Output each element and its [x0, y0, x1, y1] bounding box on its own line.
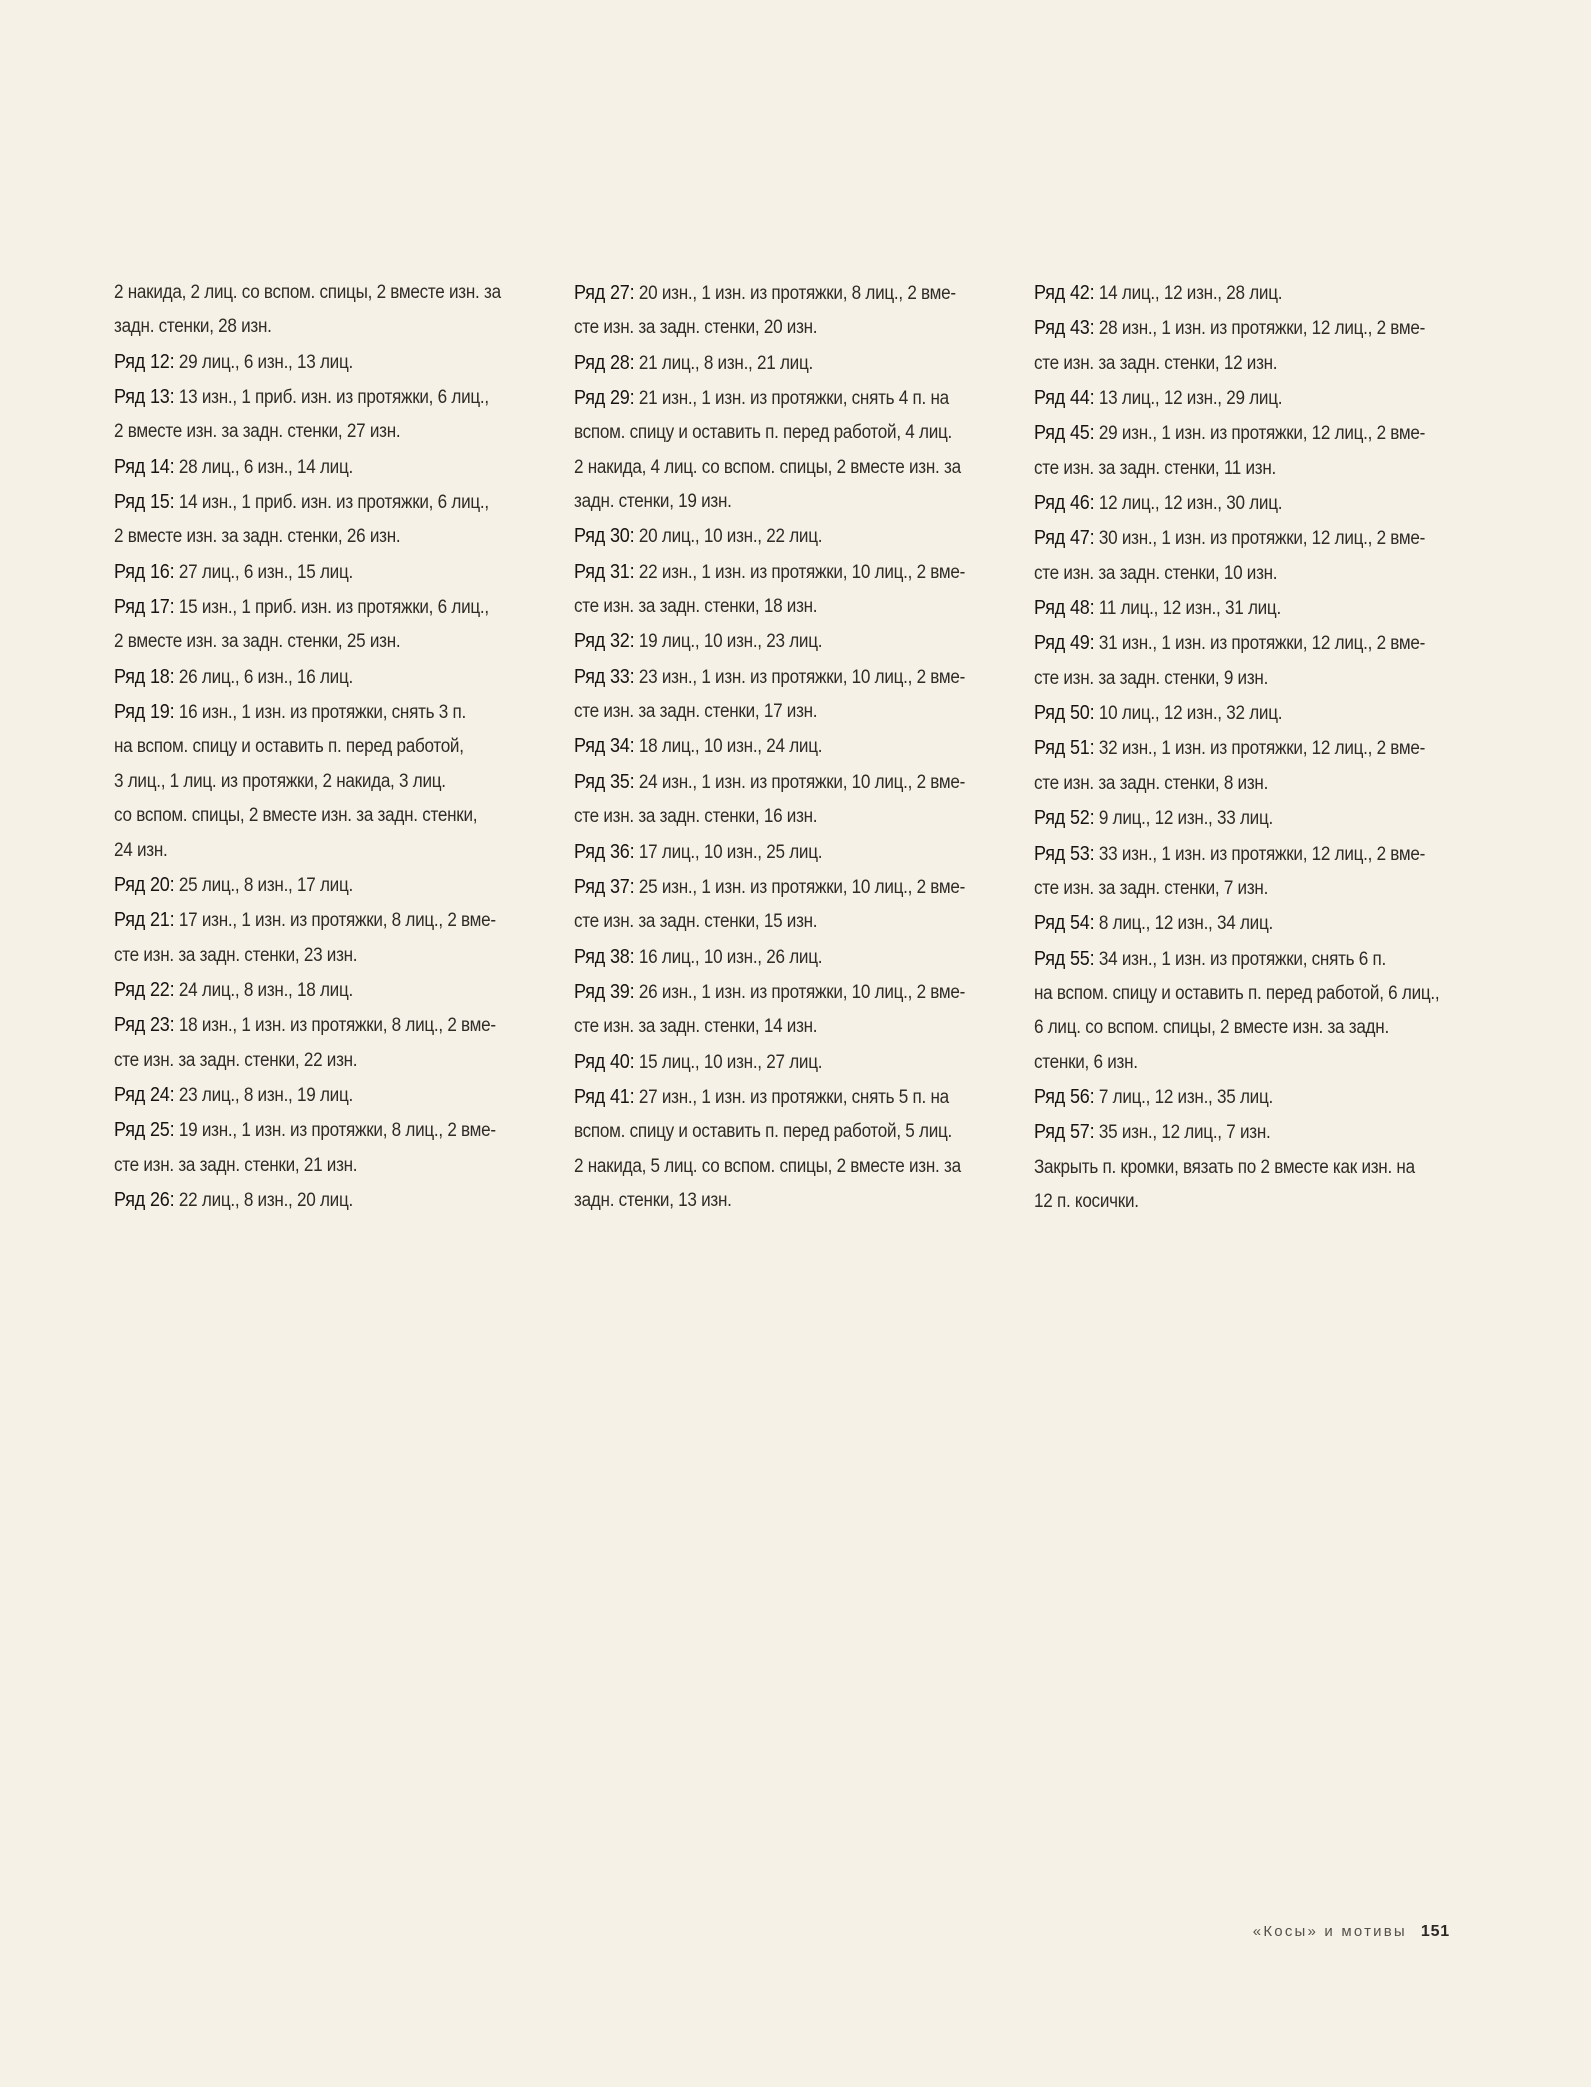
instruction-line	[114, 939, 501, 973]
instruction-line	[1034, 521, 1426, 556]
instruction-line	[1034, 837, 1426, 872]
instruction-line	[574, 940, 961, 975]
instruction-line	[114, 799, 501, 833]
instruction-line	[1034, 731, 1426, 766]
row-text: 27 лиц., 6 изн., 15 лиц.	[174, 561, 353, 583]
instruction-line	[574, 485, 961, 519]
row-text: 2 накида, 4 лиц. со вспом. спицы, 2 вместе изн. за	[574, 456, 961, 478]
instruction-line	[114, 1113, 501, 1148]
row-text: 13 лиц., 12 изн., 29 лиц.	[1094, 388, 1283, 410]
text-column-2	[574, 276, 966, 1218]
instruction-line	[574, 555, 966, 590]
row-label: Ряд 37:	[574, 875, 635, 898]
instruction-line	[1034, 942, 1421, 977]
row-text: 15 изн., 1 приб. изн. из протяжки, 6 лиц.,	[174, 597, 489, 619]
instruction-line	[574, 729, 961, 764]
row-text: сте изн. за задн. стенки, 8 изн.	[1034, 772, 1269, 794]
instruction-line	[574, 870, 966, 905]
row-label: Ряд 17:	[114, 596, 175, 619]
row-text: сте изн. за задн. стенки, 14 изн.	[574, 1016, 818, 1038]
row-text: 2 накида, 5 лиц. со вспом. спицы, 2 вместе изн. за	[574, 1155, 961, 1177]
row-label: Ряд 39:	[574, 980, 635, 1003]
row-label: Ряд 45:	[1034, 422, 1095, 445]
instruction-line	[1034, 1151, 1421, 1185]
row-text: 11 лиц., 12 изн., 31 лиц.	[1094, 598, 1281, 620]
instruction-line	[574, 1045, 961, 1080]
instruction-line	[114, 1149, 501, 1183]
row-text: на вспом. спицу и оставить п. перед работой,	[114, 736, 464, 758]
instruction-line	[1034, 767, 1421, 801]
row-text: 35 изн., 12 лиц., 7 изн.	[1094, 1122, 1271, 1144]
row-text: 29 лиц., 6 изн., 13 лиц.	[174, 351, 353, 373]
instruction-line	[1034, 872, 1421, 906]
row-text: 12 п. косички.	[1034, 1190, 1139, 1212]
instruction-line	[1034, 1080, 1421, 1115]
instruction-line	[574, 1010, 961, 1044]
instruction-line	[574, 381, 961, 416]
row-text: 32 изн., 1 изн. из протяжки, 12 лиц., 2 вме-	[1094, 738, 1426, 760]
row-text: 29 изн., 1 изн. из протяжки, 12 лиц., 2 вме-	[1094, 423, 1426, 445]
row-text: сте изн. за задн. стенки, 17 изн.	[574, 701, 818, 723]
row-label: Ряд 12:	[114, 350, 175, 373]
row-label: Ряд 30:	[574, 525, 635, 548]
instruction-line	[1034, 1115, 1421, 1150]
row-text: 23 изн., 1 изн. из протяжки, 10 лиц., 2 вме-	[634, 666, 966, 688]
row-text: 13 изн., 1 приб. изн. из протяжки, 6 лиц.,	[174, 387, 489, 409]
instruction-line	[114, 520, 501, 554]
instruction-line	[114, 660, 501, 695]
instruction-line	[574, 1184, 961, 1218]
instruction-line	[114, 345, 501, 380]
row-text: 22 лиц., 8 изн., 20 лиц.	[174, 1189, 353, 1211]
row-text: 30 изн., 1 изн. из протяжки, 12 лиц., 2 вме-	[1094, 528, 1426, 550]
row-text: 24 изн.	[114, 839, 168, 861]
row-label: Ряд 55:	[1034, 947, 1095, 970]
instruction-line	[1034, 276, 1421, 311]
row-label: Ряд 52:	[1034, 807, 1095, 830]
instruction-line	[1034, 696, 1421, 731]
instruction-line	[114, 868, 501, 903]
row-label: Ряд 14:	[114, 455, 175, 478]
row-label: Ряд 47:	[1034, 527, 1095, 550]
row-text: 9 лиц., 12 изн., 33 лиц.	[1094, 808, 1273, 830]
instruction-line	[114, 555, 501, 590]
row-label: Ряд 20:	[114, 873, 175, 896]
row-text: сте изн. за задн. стенки, 20 изн.	[574, 317, 818, 339]
row-text: сте изн. за задн. стенки, 9 изн.	[1034, 667, 1269, 689]
row-text: 31 изн., 1 изн. из протяжки, 12 лиц., 2 вме-	[1094, 633, 1426, 655]
row-label: Ряд 34:	[574, 735, 635, 758]
instruction-line	[114, 903, 501, 938]
instruction-line	[114, 590, 501, 625]
row-text: 33 изн., 1 изн. из протяжки, 12 лиц., 2 вме-	[1094, 843, 1426, 865]
instruction-line	[1034, 626, 1426, 661]
instruction-line	[114, 1183, 501, 1218]
row-label: Ряд 44:	[1034, 387, 1095, 410]
row-label: Ряд 21:	[114, 909, 175, 932]
row-label: Ряд 24:	[114, 1083, 175, 1106]
instruction-line	[1034, 1185, 1421, 1219]
row-text: 14 лиц., 12 изн., 28 лиц.	[1094, 283, 1283, 304]
row-text: сте изн. за задн. стенки, 16 изн.	[574, 806, 818, 828]
row-text: сте изн. за задн. стенки, 23 изн.	[114, 944, 358, 966]
row-text: 28 лиц., 6 изн., 14 лиц.	[174, 456, 353, 478]
instruction-line	[114, 310, 501, 344]
row-text: 24 изн., 1 изн. из протяжки, 10 лиц., 2 вме-	[634, 771, 966, 793]
footer-section-title: «Косы» и мотивы	[1252, 1923, 1407, 1940]
row-label: Ряд 31:	[574, 560, 635, 583]
row-label: Ряд 38:	[574, 945, 635, 968]
instruction-line	[574, 1115, 961, 1149]
instruction-line	[114, 765, 501, 799]
row-text: 28 изн., 1 изн. из протяжки, 12 лиц., 2 вме-	[1094, 318, 1426, 340]
row-text: 34 изн., 1 изн. из протяжки, снять 6 п.	[1094, 948, 1386, 970]
row-text: 24 лиц., 8 изн., 18 лиц.	[174, 979, 353, 1001]
row-label: Ряд 40:	[574, 1050, 635, 1073]
instruction-line	[114, 1078, 501, 1113]
row-label: Ряд 22:	[114, 978, 175, 1001]
instruction-line	[1034, 381, 1421, 416]
row-label: Ряд 13:	[114, 386, 175, 409]
row-label: Ряд 56:	[1034, 1085, 1095, 1108]
row-text: 22 изн., 1 изн. из протяжки, 10 лиц., 2 вме-	[634, 561, 966, 583]
instruction-line	[574, 416, 961, 450]
instruction-line	[1034, 1011, 1421, 1045]
instruction-line	[574, 624, 961, 659]
instruction-line	[1034, 557, 1421, 591]
row-label: Ряд 27:	[574, 282, 635, 304]
row-text: сте изн. за задн. стенки, 18 изн.	[574, 596, 818, 618]
row-text: 14 изн., 1 приб. изн. из протяжки, 6 лиц.,	[174, 492, 489, 514]
row-text: 16 изн., 1 изн. из протяжки, снять 3 п.	[174, 702, 466, 724]
row-label: Ряд 18:	[114, 665, 175, 688]
row-text: 26 изн., 1 изн. из протяжки, 10 лиц., 2 вме-	[634, 981, 966, 1003]
row-text: сте изн. за задн. стенки, 7 изн.	[1034, 877, 1269, 899]
instruction-line	[574, 311, 961, 345]
instruction-line	[1034, 591, 1421, 626]
row-label: Ряд 26:	[114, 1188, 175, 1211]
instruction-line	[114, 1008, 501, 1043]
row-text: сте изн. за задн. стенки, 21 изн.	[114, 1154, 358, 1176]
row-text: задн. стенки, 28 изн.	[114, 316, 272, 338]
row-label: Ряд 53:	[1034, 842, 1095, 865]
instruction-line	[1034, 662, 1421, 696]
row-text: 2 вместе изн. за задн. стенки, 25 изн.	[114, 631, 401, 653]
instruction-line	[114, 973, 501, 1008]
row-label: Ряд 33:	[574, 665, 635, 688]
instruction-line	[114, 415, 501, 449]
row-text: 3 лиц., 1 лиц. из протяжки, 2 накида, 3 лиц.	[114, 770, 446, 792]
row-text: задн. стенки, 13 изн.	[574, 1189, 732, 1211]
row-label: Ряд 15:	[114, 491, 175, 514]
row-text: 10 лиц., 12 изн., 32 лиц.	[1094, 703, 1283, 725]
row-label: Ряд 16:	[114, 560, 175, 583]
instruction-line	[574, 800, 961, 834]
row-text: 18 лиц., 10 изн., 24 лиц.	[634, 736, 823, 758]
row-text: 20 изн., 1 изн. из протяжки, 8 лиц., 2 вме-	[634, 283, 956, 304]
row-text: 15 лиц., 10 изн., 27 лиц.	[634, 1051, 823, 1073]
page-footer	[1253, 1923, 1450, 1941]
instruction-line	[114, 1044, 501, 1078]
row-label: Ряд 49:	[1034, 632, 1095, 655]
row-text: со вспом. спицы, 2 вместе изн. за задн. стенки,	[114, 805, 478, 827]
row-text: 7 лиц., 12 изн., 35 лиц.	[1094, 1086, 1273, 1108]
instruction-line	[1034, 1046, 1421, 1080]
instruction-line	[114, 450, 501, 485]
row-label: Ряд 51:	[1034, 737, 1095, 760]
row-label: Ряд 50:	[1034, 702, 1095, 725]
row-text: сте изн. за задн. стенки, 15 изн.	[574, 911, 818, 933]
instruction-line	[114, 730, 501, 764]
row-label: Ряд 54:	[1034, 912, 1095, 935]
row-text: 16 лиц., 10 изн., 26 лиц.	[634, 946, 823, 968]
row-label: Ряд 29:	[574, 387, 635, 410]
instruction-line	[574, 695, 961, 729]
row-text: 25 лиц., 8 изн., 17 лиц.	[174, 874, 353, 896]
instruction-line	[574, 519, 961, 554]
row-text: 2 накида, 2 лиц. со вспом. спицы, 2 вместе изн. за	[114, 282, 501, 303]
row-label: Ряд 32:	[574, 630, 635, 653]
row-text: 6 лиц. со вспом. спицы, 2 вместе изн. за задн.	[1034, 1017, 1389, 1039]
row-text: 17 лиц., 10 изн., 25 лиц.	[634, 841, 823, 863]
row-label: Ряд 19:	[114, 701, 175, 724]
row-text: 17 изн., 1 изн. из протяжки, 8 лиц., 2 вме-	[174, 910, 496, 932]
instruction-line	[114, 834, 501, 868]
instruction-line	[574, 276, 961, 311]
instruction-line	[574, 590, 961, 624]
instruction-line	[574, 1080, 961, 1115]
row-text: 20 лиц., 10 изн., 22 лиц.	[634, 526, 823, 548]
row-text: 27 изн., 1 изн. из протяжки, снять 5 п. на	[634, 1086, 949, 1108]
row-text: 2 вместе изн. за задн. стенки, 27 изн.	[114, 421, 401, 443]
row-text: сте изн. за задн. стенки, 11 изн.	[1034, 457, 1277, 479]
row-label: Ряд 41:	[574, 1085, 635, 1108]
row-label: Ряд 48:	[1034, 597, 1095, 620]
page-number: 151	[1420, 1923, 1450, 1940]
text-column-3	[1034, 276, 1440, 1219]
row-text: вспом. спицу и оставить п. перед работой, 5 лиц.	[574, 1121, 953, 1143]
instruction-line	[114, 276, 501, 310]
row-label: Ряд 25:	[114, 1119, 175, 1142]
row-text: 26 лиц., 6 изн., 16 лиц.	[174, 666, 353, 688]
row-label: Ряд 23:	[114, 1014, 175, 1037]
row-text: 21 лиц., 8 изн., 21 лиц.	[634, 352, 813, 374]
text-column-1	[114, 276, 501, 1218]
instruction-line	[114, 625, 501, 659]
row-text: 12 лиц., 12 изн., 30 лиц.	[1094, 493, 1283, 515]
instruction-line	[574, 660, 966, 695]
row-text: Закрыть п. кромки, вязать по 2 вместе как изн. на	[1034, 1156, 1415, 1178]
row-label: Ряд 57:	[1034, 1121, 1095, 1144]
instruction-line	[574, 346, 961, 381]
row-label: Ряд 35:	[574, 770, 635, 793]
instruction-line	[574, 835, 961, 870]
instruction-line	[1034, 906, 1421, 941]
instruction-line	[1034, 347, 1421, 381]
instruction-line	[574, 1150, 961, 1184]
row-text: 18 изн., 1 изн. из протяжки, 8 лиц., 2 вме-	[174, 1015, 496, 1037]
instruction-line	[114, 485, 501, 520]
instruction-line	[1034, 486, 1421, 521]
row-text: 19 изн., 1 изн. из протяжки, 8 лиц., 2 вме-	[174, 1120, 496, 1142]
row-label: Ряд 42:	[1034, 282, 1095, 304]
instruction-line	[1034, 977, 1440, 1011]
row-text: стенки, 6 изн.	[1034, 1051, 1138, 1073]
row-label: Ряд 43:	[1034, 317, 1095, 340]
instruction-line	[114, 380, 501, 415]
row-text: задн. стенки, 19 изн.	[574, 491, 732, 513]
row-text: 25 изн., 1 изн. из протяжки, 10 лиц., 2 вме-	[634, 876, 966, 898]
instruction-line	[1034, 452, 1421, 486]
instruction-line	[574, 451, 961, 485]
instruction-line	[574, 765, 966, 800]
instruction-line	[1034, 416, 1426, 451]
row-label: Ряд 36:	[574, 840, 635, 863]
row-label: Ряд 28:	[574, 351, 635, 374]
row-text: сте изн. за задн. стенки, 22 изн.	[114, 1049, 358, 1071]
row-text: 19 лиц., 10 изн., 23 лиц.	[634, 631, 823, 653]
row-text: 21 изн., 1 изн. из протяжки, снять 4 п. на	[634, 388, 949, 410]
instruction-line	[574, 905, 961, 939]
row-label: Ряд 46:	[1034, 492, 1095, 515]
instruction-line	[1034, 801, 1421, 836]
row-text: на вспом. спицу и оставить п. перед работой, 6 лиц.,	[1034, 982, 1440, 1004]
row-text: 2 вместе изн. за задн. стенки, 26 изн.	[114, 526, 401, 548]
row-text: сте изн. за задн. стенки, 12 изн.	[1034, 352, 1278, 374]
instruction-line	[1034, 311, 1426, 346]
instruction-line	[114, 695, 501, 730]
row-text: 23 лиц., 8 изн., 19 лиц.	[174, 1084, 353, 1106]
row-text: сте изн. за задн. стенки, 10 изн.	[1034, 562, 1278, 584]
instruction-line	[574, 975, 966, 1010]
row-text: 8 лиц., 12 изн., 34 лиц.	[1094, 913, 1273, 935]
row-text: вспом. спицу и оставить п. перед работой, 4 лиц.	[574, 422, 953, 444]
